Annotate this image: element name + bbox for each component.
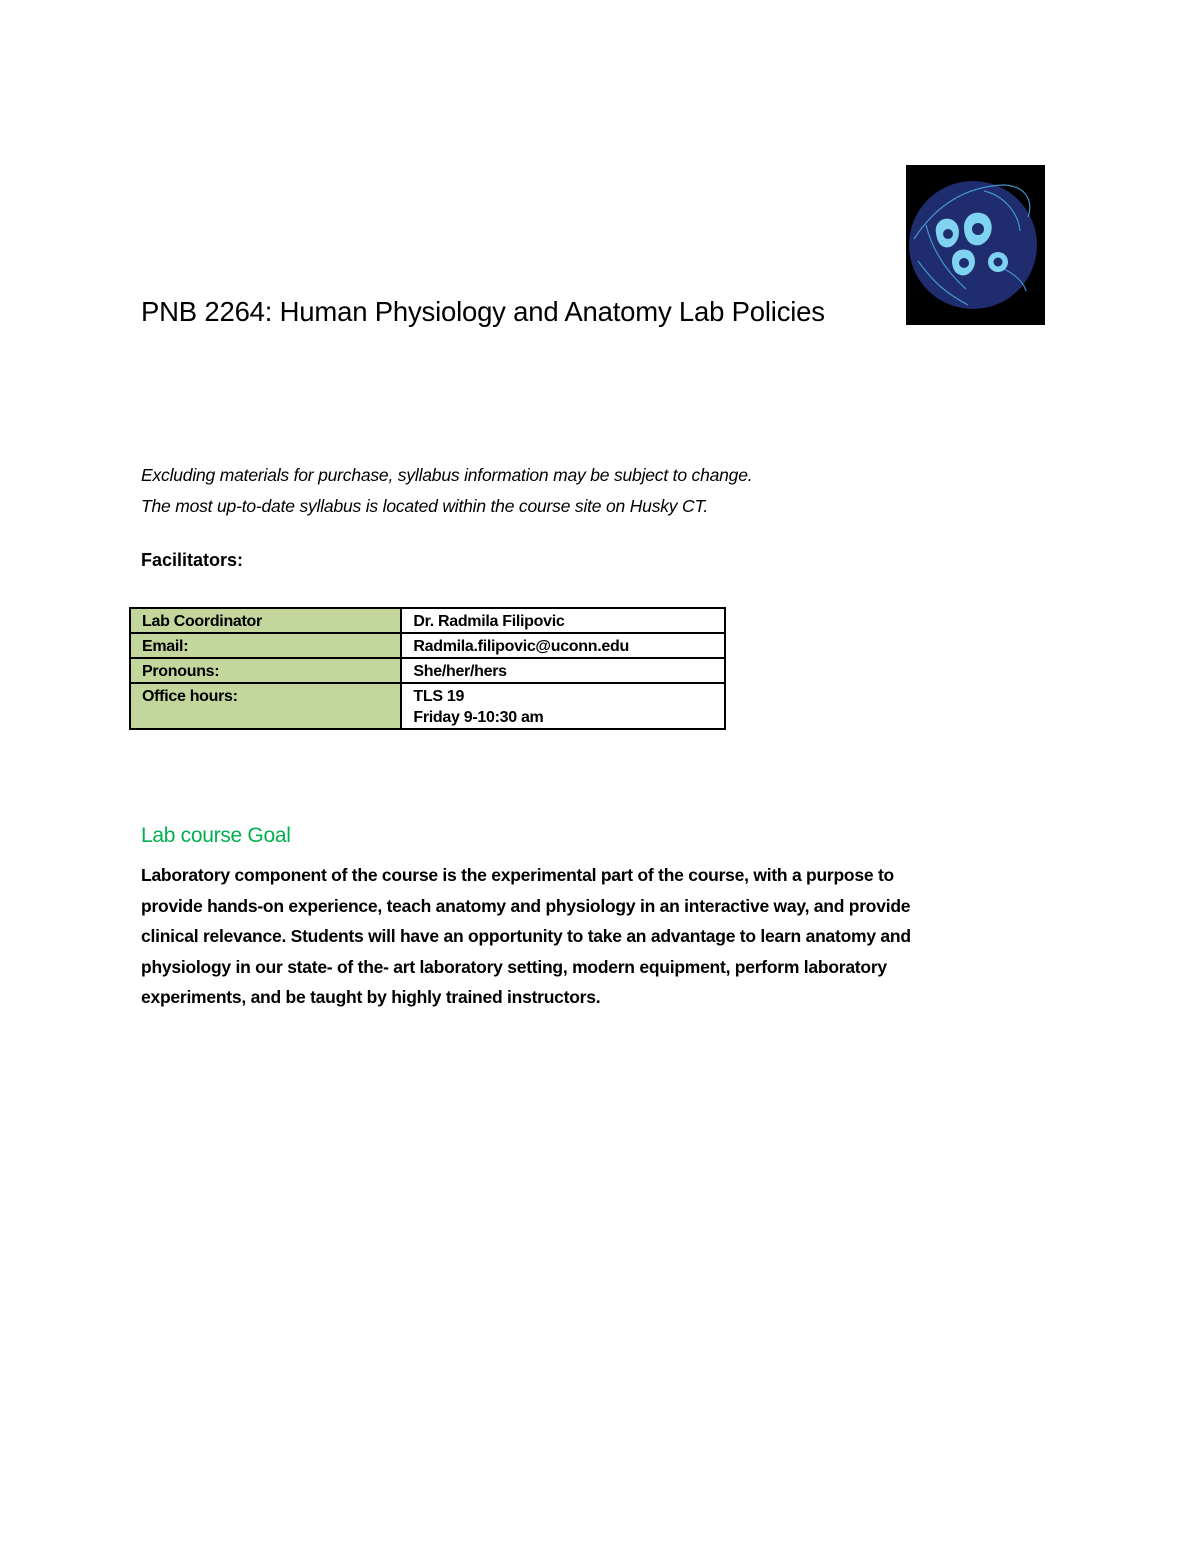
page-title: PNB 2264: Human Physiology and Anatomy Lab Policies bbox=[141, 296, 825, 327]
row-label: Pronouns: bbox=[130, 658, 401, 683]
goal-line: physiology in our state- of the- art laboratory setting, modern equipment, perform laboratory bbox=[141, 956, 887, 977]
goal-line: experiments, and be taught by highly trained instructors. bbox=[141, 987, 601, 1007]
goal-line: Laboratory component of the course is the experimental part of the course, with a purpose to bbox=[141, 865, 894, 885]
row-label: Email: bbox=[130, 633, 401, 658]
disclaimer-line: Excluding materials for purchase, syllabus information may be subject to change. bbox=[141, 465, 753, 485]
facilitators-table bbox=[129, 607, 726, 730]
office-time: Friday 9-10:30 am bbox=[413, 709, 544, 726]
row-value: Dr. Radmila Filipovic bbox=[401, 608, 725, 633]
syllabus-disclaimer bbox=[141, 460, 752, 522]
table-row bbox=[130, 633, 725, 658]
cells-logo-icon bbox=[906, 165, 1045, 325]
goal-paragraph bbox=[141, 860, 1021, 1013]
table-row bbox=[130, 683, 725, 729]
row-label: Office hours: bbox=[130, 683, 401, 729]
row-value bbox=[401, 683, 725, 729]
office-location: TLS 19 bbox=[413, 688, 465, 705]
row-value: She/her/hers bbox=[401, 658, 725, 683]
goal-line: provide hands-on experience, teach anatomy and physiology in an interactive way, and provide bbox=[141, 895, 911, 916]
row-value: Radmila.filipovic@uconn.edu bbox=[401, 633, 725, 658]
course-logo bbox=[906, 165, 1045, 325]
goal-line: clinical relevance. Students will have an opportunity to take an advantage to learn anatomy and bbox=[141, 926, 911, 946]
row-label: Lab Coordinator bbox=[130, 608, 401, 633]
table-row bbox=[130, 658, 725, 683]
disclaimer-line: The most up-to-date syllabus is located within the course site on Husky CT. bbox=[141, 496, 708, 516]
table-row bbox=[130, 608, 725, 633]
goal-heading: Lab course Goal bbox=[141, 824, 291, 847]
facilitators-heading: Facilitators: bbox=[141, 550, 244, 570]
